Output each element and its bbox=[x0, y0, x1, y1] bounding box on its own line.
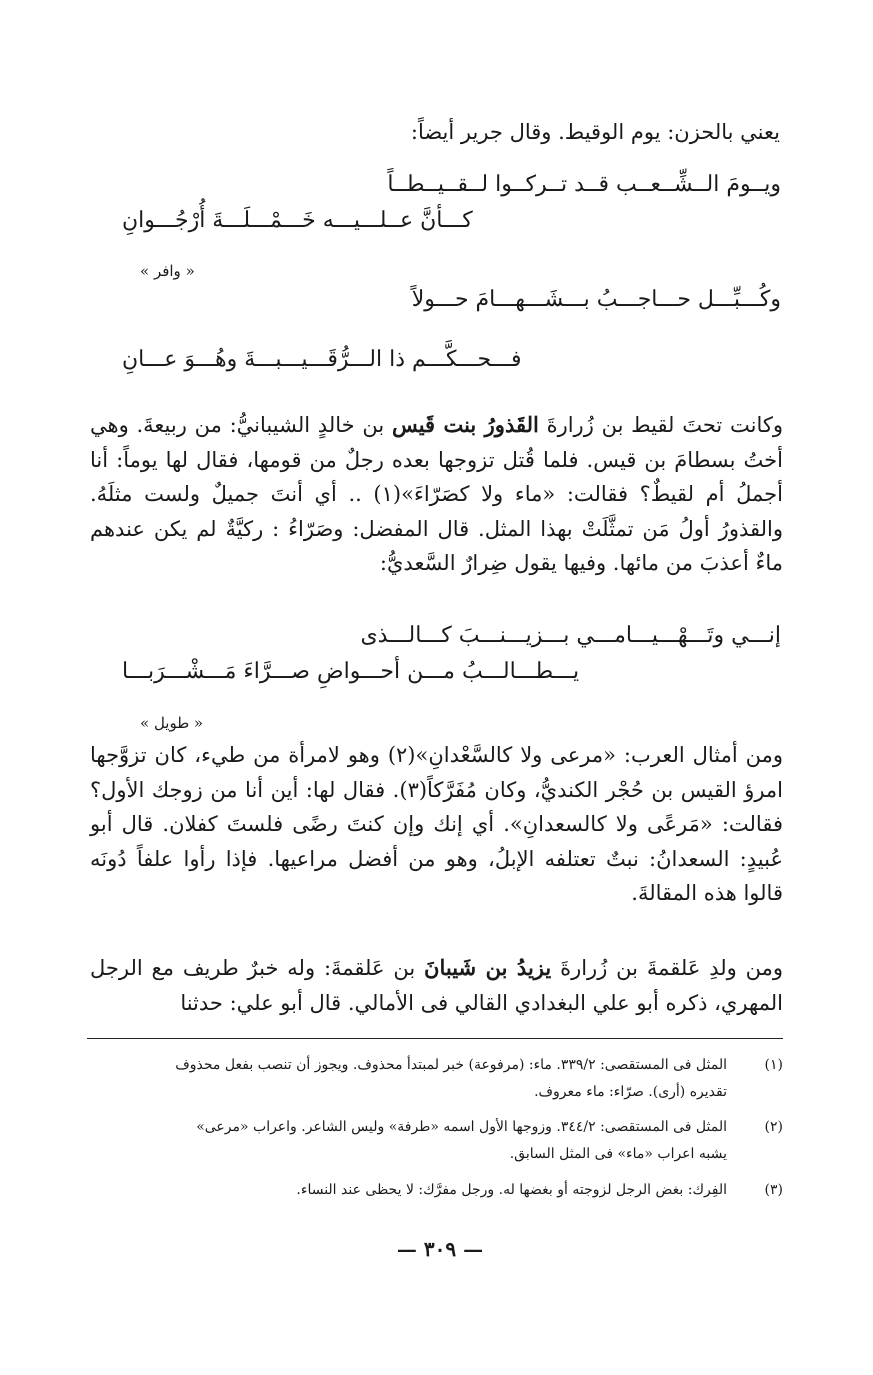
verse-2-hemistich-1: وكُـــبِّـــل حـــاجـــبُ بـــشَـــهـــامَ حـــولاً bbox=[411, 287, 781, 312]
meter-label: « وافر » bbox=[140, 262, 195, 280]
verse-3-hemistich-1: إنـــي وتَـــهْـــيـــامـــي بـــزيـــنـــبَ كـــالـــذى bbox=[360, 623, 781, 648]
para-1-text-rest: بن خالدٍ الشيبانيُّ: من ربيعةَ. وهي أختُ بسطامَ بن قيس. فلما قُتل تزوجها بعده رجلٌ من قومها، فقال لها يوماً: أنا أجملُ أم لقيطٌ؟ فقالت: «ماء ولا كصَرّاءَ»(١) .. أي أنتَ جميلٌ ولست مثلَهُ. والقذورُ أولُ مَن تمثَّلَتْ بهذا المثل. قال المفضل: وصَرّاءُ : ركيَّةٌ لم يكن عندهم ماءٌ أعذبَ من مائها. وفيها يقول ضِرارٌ السَّعديُّ: bbox=[90, 413, 783, 575]
person-name: يزيدُ بن شَيبانَ bbox=[424, 955, 552, 980]
footnote-text: الفِرك: بغض الرجل لزوجته أو بغضها له. ورجل مفرَّك: لا يحظى عند النساء. bbox=[296, 1182, 727, 1198]
footnote-1 bbox=[87, 1052, 783, 1106]
footnote-number: (٣) bbox=[764, 1182, 783, 1198]
footnote-number: (٢) bbox=[764, 1119, 783, 1135]
meter-label: « طويل » bbox=[140, 714, 204, 732]
verse-2-hemistich-2: فـــحـــكَّـــم ذا الـــرُّقَـــيـــبـــةَ وهُـــوَ عـــانِ bbox=[122, 347, 522, 372]
page-number: — ٣٠٩ — bbox=[396, 1237, 484, 1261]
paragraph-2: ومن أمثال العرب: «مرعى ولا كالسَّعْدانِ»(٢) وهو لامرأة من طيء، كان تزوَّجها امرؤ القيس بن حُجْر الكنديُّ، وكان مُفَرَّكاً(٣). فقال لها: أين أنا من زوجك الأول؟ فقالت: «مَرعًى ولا كالسعدانِ». أي إنك وإن كنتَ رضًى فلستَ كفلان. قال أبو عُبيدٍ: السعدانُ: نبتٌ تعتلفه الإبلُ، وهو من أفضل مراعيها. فإذا رأوا علفاً دُونَه قالوا هذه المقالةَ. bbox=[90, 743, 783, 905]
footnote-text: المثل فى المستقصى: ٣٤٤/٢. وزوجها الأول اسمه «طرفة» وليس الشاعر. واعراب «مرعى» bbox=[196, 1119, 727, 1135]
footnote-text: المثل فى المستقصى: ٣٣٩/٢. ماء: (مرفوعة) خبر لمبتدأ محذوف. ويجوز أن تنصب بفعل محذوف bbox=[175, 1057, 727, 1073]
footnote-text: يشبه اعراب «ماء» فى المثل السابق. bbox=[509, 1146, 727, 1162]
footnote-number: (١) bbox=[764, 1057, 783, 1073]
footnote-3 bbox=[87, 1177, 783, 1204]
para-3-text-start: ومن ولدِ عَلقمةَ بن زُرارةَ bbox=[551, 956, 783, 980]
person-name: القَذورُ بنت قَيس bbox=[391, 412, 539, 437]
paragraph-3 bbox=[90, 951, 783, 1020]
verse-1-hemistich-2: كـــأنَّ عــلـــيـــه خَـــمْـــلَـــةَ أُرْجُـــوانِ bbox=[122, 208, 473, 233]
verse-3-hemistich-2: يـــطـــالـــبُ مـــن أحـــواضِ صـــرَّاءَ مَـــشْـــرَبـــا bbox=[122, 659, 580, 684]
paragraph-1 bbox=[90, 408, 783, 581]
para-1-text-start: وكانت تحتَ لقيط بن زُرارةَ bbox=[538, 413, 783, 437]
footnote-separator bbox=[87, 1038, 783, 1039]
footnote-text: تقديره (أرى). صرّاء: ماء معروف. bbox=[534, 1084, 727, 1100]
para-3-text-rest: بن عَلقمةَ: وله خبرٌ طريف مع الرجل المهري، ذكره أبو علي البغدادي القالي فى الأمالي. قال أبو علي: حدثنا bbox=[90, 956, 783, 1015]
footnote-2 bbox=[87, 1114, 783, 1168]
intro-line: يعني بالحزن: يوم الوقيط. وقال جرير أيضاً: bbox=[410, 120, 780, 144]
verse-1-hemistich-1: ويــومَ الــشِّــعــب قــد تــركــوا لــقــيــطــاً bbox=[387, 172, 781, 197]
